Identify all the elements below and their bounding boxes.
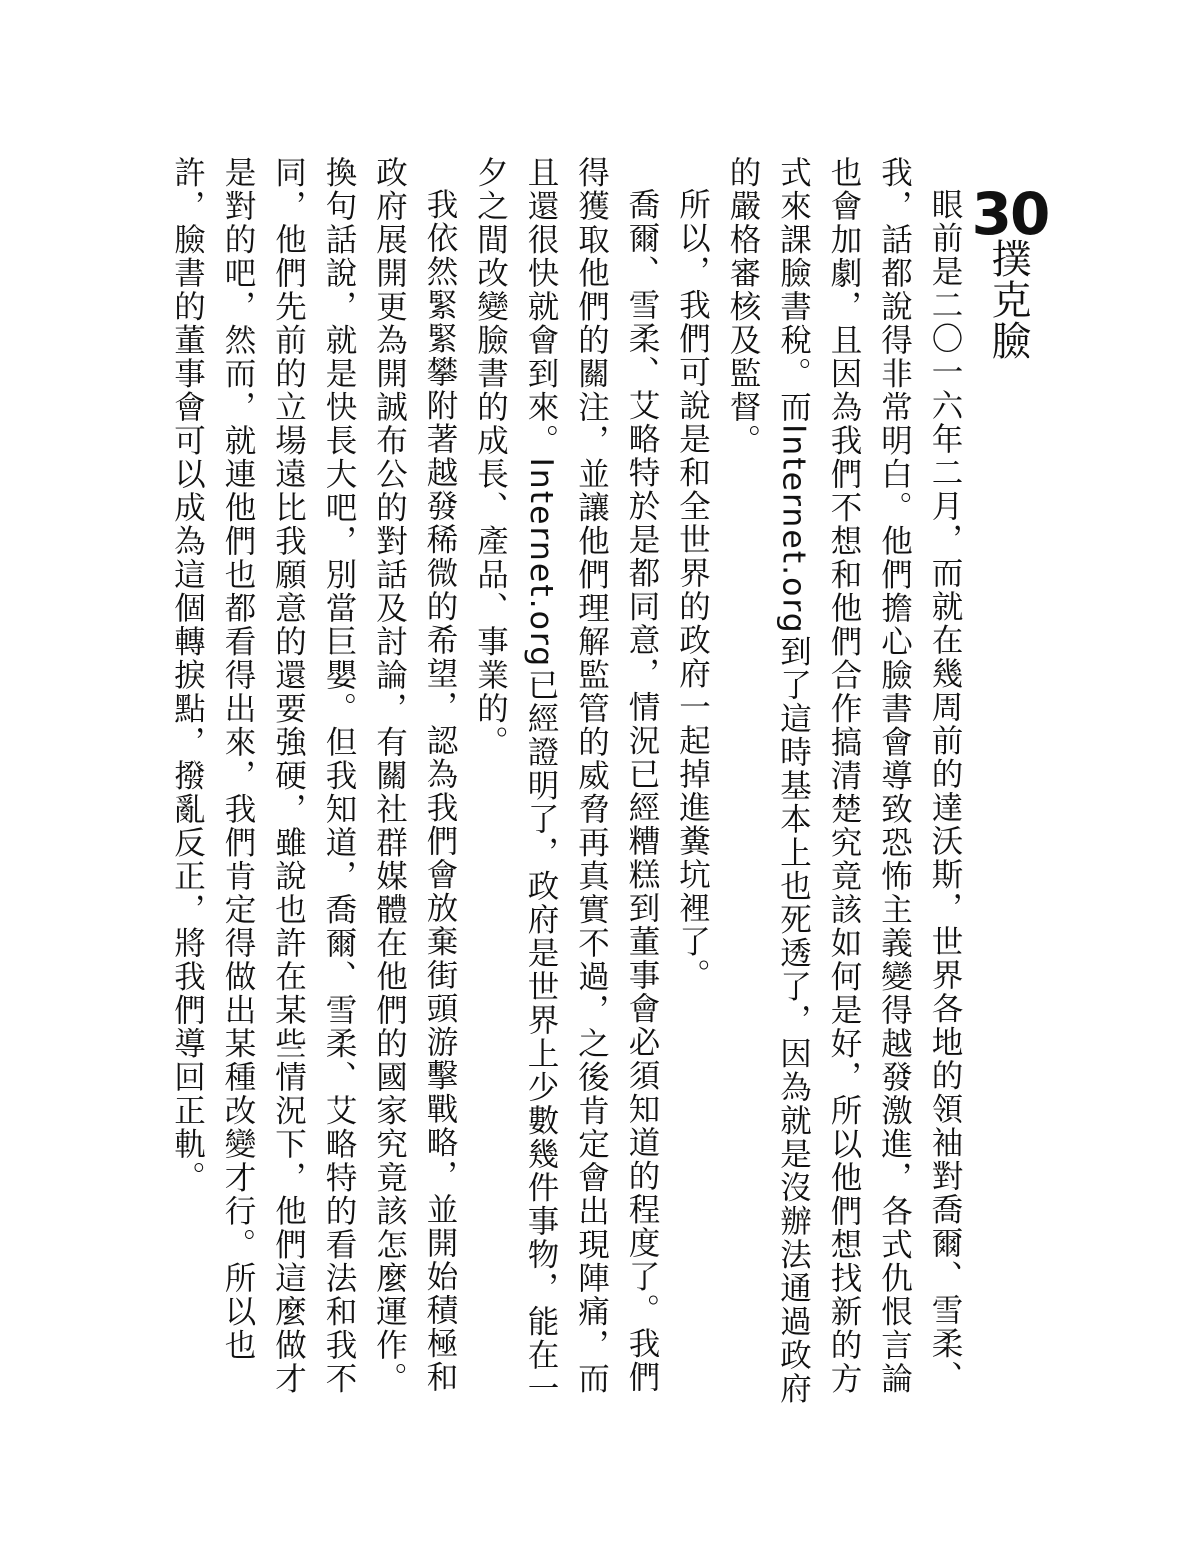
body-text (162, 156, 970, 1426)
chapter-number: 30 (971, 180, 1049, 248)
paragraph-3: 喬爾、雪柔、艾略特於是都同意，情況已經糟糕到董事會必須知道的程度了。我們得獲取他們的關注，並讓他們理解監管的威脅再真實不過，之後肯定會出現陣痛，而且還很快就會到來。Internet.org已經證明了，政府是世界上少數幾件事物，能在一夕之間改變臉書的成長、產品、事業的。 (472, 156, 660, 1406)
paragraph-4: 我依然緊緊攀附著越發稀微的希望，認為我們會放棄街頭游擊戰略，並開始積極和政府展開更為開誠布公的對話及討論，有關社群媒體在他們的國家究竟該怎麼運作。換句話說，就是快長大吧，別當巨嬰。但我知道，喬爾、雪柔、艾略特的看法和我不同，他們先前的立場遠比我願意的還要強硬，雖說也許在某些情況下，他們這麼做才是對的吧，然而，就連他們也都看得出來，我們肯定得做出某種改變才行。所以也許，臉書的董事會可以成為這個轉捩點，撥亂反正，將我們導回正軌。 (169, 156, 458, 1396)
chapter-title: 撲克臉 (985, 238, 1031, 361)
paragraph-2: 所以，我們可說是和全世界的政府一起掉進糞坑裡了。 (674, 187, 711, 992)
paragraph-1: 眼前是二〇一六年二月，而就在幾周前的達沃斯，世界各地的領袖對喬爾、雪柔、我，話都說得非常明白。他們擔心臉書會導致恐怖主義變得越發激進，各式仇恨言論也會加劇，且因為我們不想和他們合作搞清楚究竟該如何是好，所以他們想找新的方式來課臉書稅。而Internet.org到了這時基本上也死透了，因為就是沒辦法通過政府的嚴格審核及監督。 (725, 156, 963, 1406)
